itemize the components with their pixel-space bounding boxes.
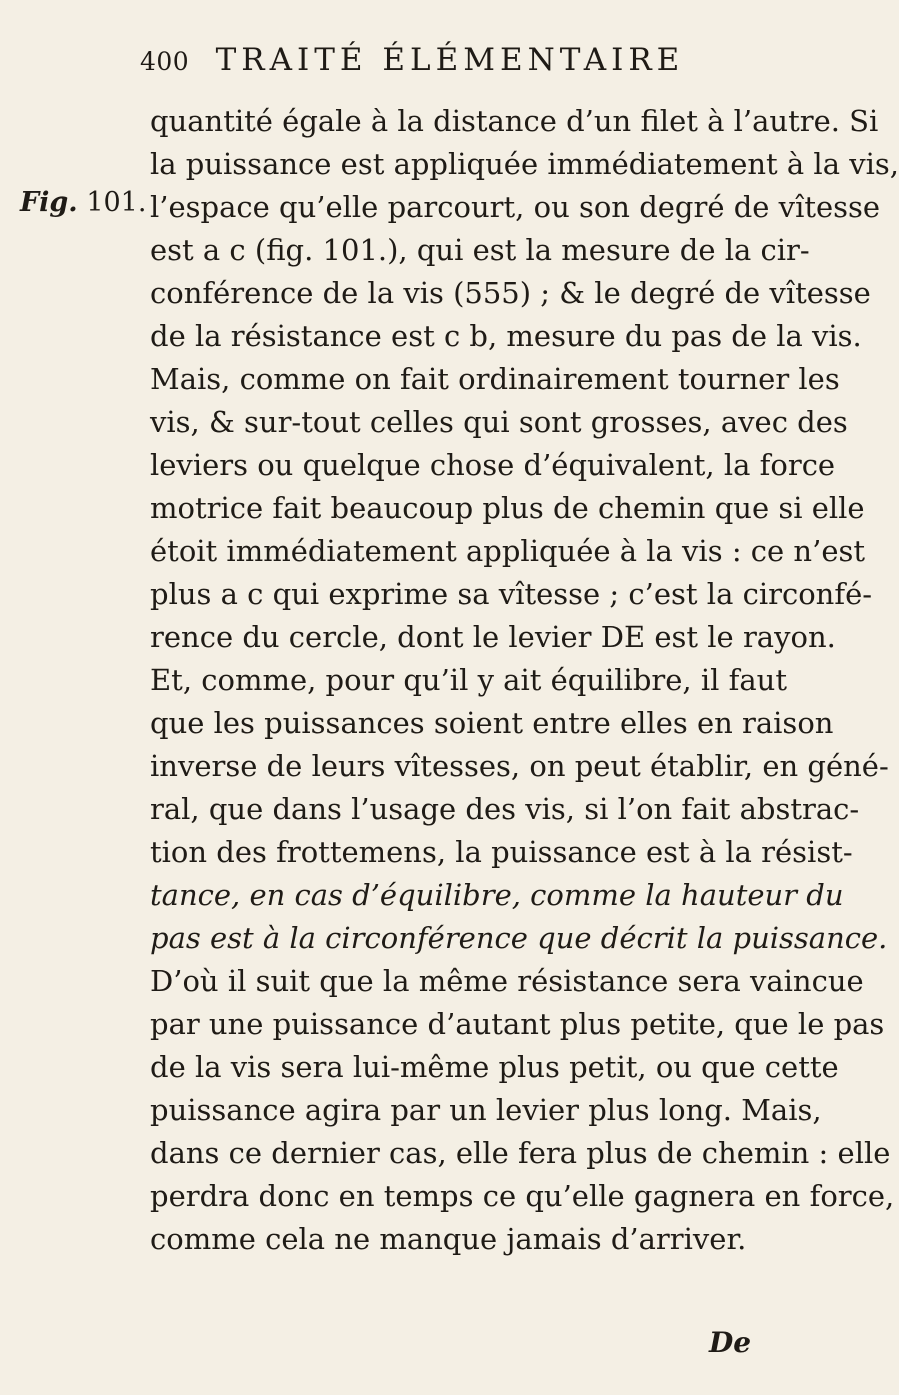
running-title: TRAITÉ ÉLÉMENTAIRE: [215, 42, 685, 78]
body-text: [150, 100, 899, 1261]
text-line: inverse de leurs vîtesses, on peut établir, en géné-: [150, 749, 889, 783]
text-line: leviers ou quelque chose d’équivalent, la force: [150, 448, 836, 482]
text-line: pas est à la circonférence que décrit la puissance.: [150, 921, 888, 955]
text-line: quantité égale à la distance d’un filet à l’autre. Si: [150, 104, 879, 138]
figure-number: 101.: [86, 187, 147, 218]
text-line: D’où il suit que la même résistance sera vaincue: [150, 964, 864, 998]
text-line: vis, & sur-tout celles qui sont grosses, avec des: [150, 405, 848, 439]
text-line: par une puissance d’autant plus petite, que le pas: [150, 1007, 885, 1041]
text-line: que les puissances soient entre elles en raison: [150, 706, 834, 740]
figure-margin-note: [20, 186, 146, 220]
catchword: De: [709, 1326, 752, 1359]
text-line: motrice fait beaucoup plus de chemin que si elle: [150, 491, 865, 525]
text-line: conférence de la vis (555) ; & le degré de vîtesse: [150, 276, 871, 310]
text-line: la puissance est appliquée immédiatement à la vis,: [150, 147, 899, 181]
text-line: Et, comme, pour qu’il y ait équilibre, il faut: [150, 663, 787, 697]
text-line: plus a c qui exprime sa vîtesse ; c’est la circonfé-: [150, 577, 873, 611]
text-line: perdra donc en temps ce qu’elle gagnera en force,: [150, 1179, 895, 1213]
text-line: Mais, comme on fait ordinairement tourner les: [150, 362, 840, 396]
page-header: [140, 40, 760, 80]
figure-label: Fig.: [20, 187, 78, 218]
text-line: est a c (fig. 101.), qui est la mesure de la cir-: [150, 233, 810, 267]
text-line: l’espace qu’elle parcourt, ou son degré de vîtesse: [150, 190, 881, 224]
text-line: étoit immédiatement appliquée à la vis : ce n’est: [150, 534, 866, 568]
text-line: rence du cercle, dont le levier DE est le rayon.: [150, 620, 836, 654]
text-line: tance, en cas d’équilibre, comme la hauteur du: [150, 878, 844, 912]
text-line: dans ce dernier cas, elle fera plus de chemin : elle: [150, 1136, 891, 1170]
page-number: 400: [140, 47, 190, 76]
text-line: puissance agira par un levier plus long. Mais,: [150, 1093, 822, 1127]
text-line: de la résistance est c b, mesure du pas de la vis.: [150, 319, 862, 353]
text-line: comme cela ne manque jamais d’arriver.: [150, 1222, 747, 1256]
text-line: de la vis sera lui-même plus petit, ou que cette: [150, 1050, 839, 1084]
text-line: ral, que dans l’usage des vis, si l’on fait abstrac-: [150, 792, 860, 826]
text-line: tion des frottemens, la puissance est à la résist-: [150, 835, 853, 869]
